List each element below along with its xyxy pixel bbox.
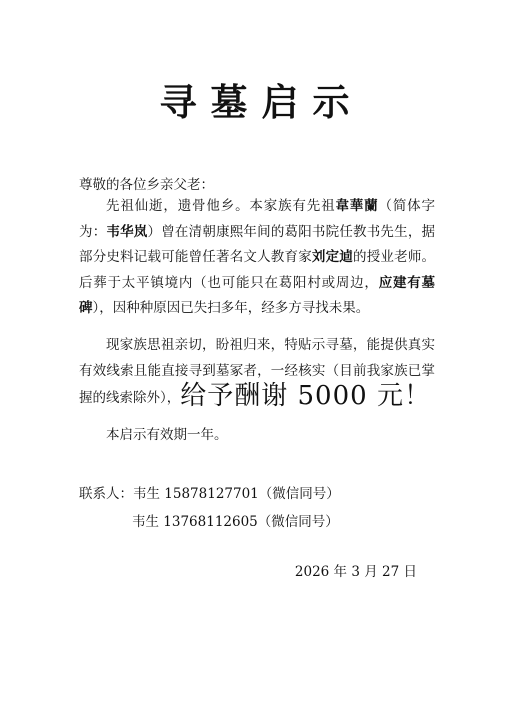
p1-text-5: ），因种种原因已失扫多年，经多方寻找未果。: [92, 300, 370, 316]
tombstone-note: 应建有墓碑: [79, 274, 435, 316]
p1-text-4: 的授业老师。后葬于太平镇境内（也可能只在葛阳村或周边，: [79, 249, 436, 291]
contact-block: [79, 480, 340, 536]
greeting: 尊敬的各位乡亲父老：: [79, 177, 214, 193]
paragraph-validity: 本启示有效期一年。: [106, 427, 228, 443]
p1-text-1: 先祖仙逝，遗骨他乡。本家族有先祖: [106, 198, 336, 214]
ancestor-name-traditional: 韋華蘭: [335, 198, 379, 214]
reward-amount: 给予酬谢 5000 元！: [180, 381, 431, 411]
contact-row-1: [79, 480, 340, 508]
p2-text: 现家族思祖亲切，盼祖归来，特贴示寻墓，能提供真实有效线索且能直接寻到墓冢者，一经核实（目前我家族已掌握的线索除外），: [79, 337, 435, 406]
paragraph-reward: [79, 333, 435, 412]
paragraph-ancestor-info: [79, 194, 435, 322]
p1-text-2: （简体字为：: [79, 198, 436, 240]
contact-phone-2: 韦生 13768112605（微信同号）: [132, 514, 339, 530]
contact-row-2: [79, 508, 340, 536]
ancestor-name-simplified: 韦华岚: [106, 223, 148, 240]
contact-label: 联系人：: [79, 486, 133, 502]
contact-phone-1: 韦生 15878127701（微信同号）: [133, 486, 340, 502]
page-title: 寻墓启示: [159, 80, 364, 124]
scholar-name: 刘定逌: [311, 249, 354, 265]
p1-text-3: ）曾在清朝康熙年间的葛阳书院任教书先生，据部分史料记载可能曾任著名文人教育家: [79, 223, 436, 265]
notice-date: 2026 年 3 月 27 日: [294, 564, 417, 580]
